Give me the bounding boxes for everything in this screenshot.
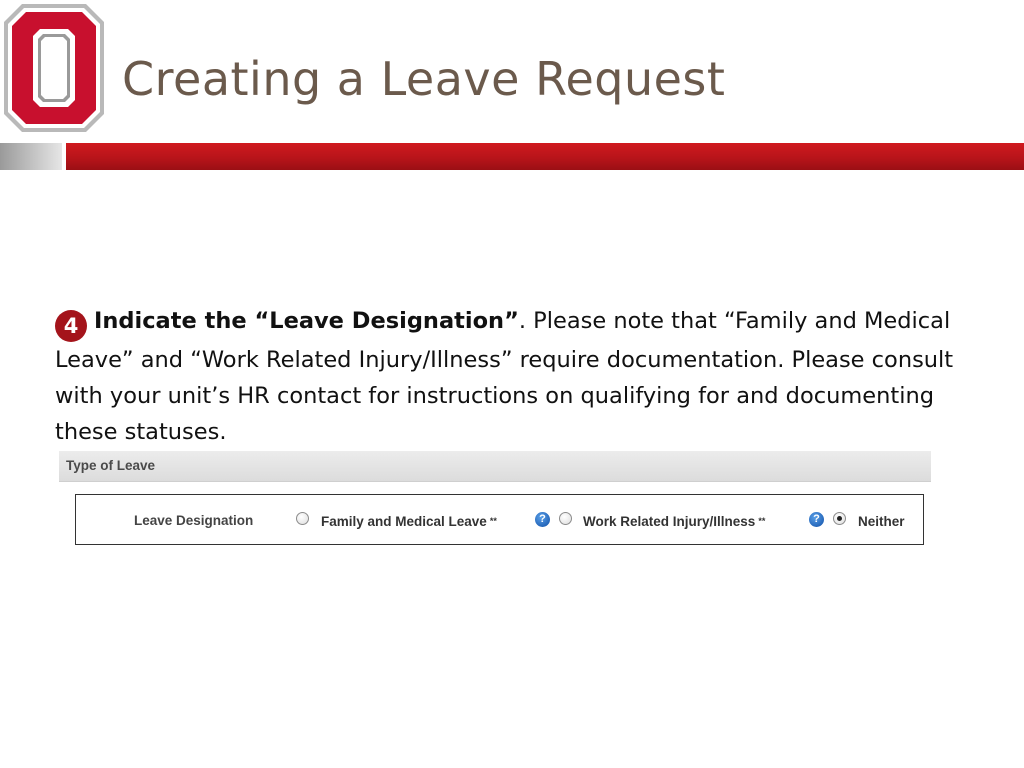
field-label-leave-designation: Leave Designation xyxy=(134,513,254,528)
option-label-work-related-injury[interactable]: Work Related Injury/Illness ** xyxy=(583,514,766,529)
section-title: Type of Leave xyxy=(66,458,156,473)
instruction-paragraph xyxy=(55,303,985,450)
instruction-bold: Indicate the “Leave Designation” xyxy=(94,308,519,334)
help-icon[interactable]: ? xyxy=(809,512,824,527)
option-label-family-medical-leave[interactable]: Family and Medical Leave ** xyxy=(321,514,497,529)
step-number-badge: 4 xyxy=(55,310,87,342)
instruction-body: . Please note that “Family and Medical Leave” and “Work Related Injury/Illness” require documentation. Please consult with your unit’s HR contact for instructions on qualifying for and documenting these statuses. xyxy=(55,308,954,445)
section-header-type-of-leave xyxy=(59,451,931,482)
radio-work-related-injury[interactable] xyxy=(559,512,572,525)
decorative-bar-gray xyxy=(0,143,62,170)
option-label-neither[interactable]: Neither xyxy=(858,514,905,529)
slide-title: Creating a Leave Request xyxy=(122,52,726,106)
decorative-bar-red xyxy=(66,143,1024,170)
help-icon[interactable]: ? xyxy=(535,512,550,527)
block-o-logo xyxy=(2,2,106,134)
radio-family-medical-leave[interactable] xyxy=(296,512,309,525)
leave-designation-form xyxy=(75,494,924,545)
radio-neither[interactable] xyxy=(833,512,846,525)
